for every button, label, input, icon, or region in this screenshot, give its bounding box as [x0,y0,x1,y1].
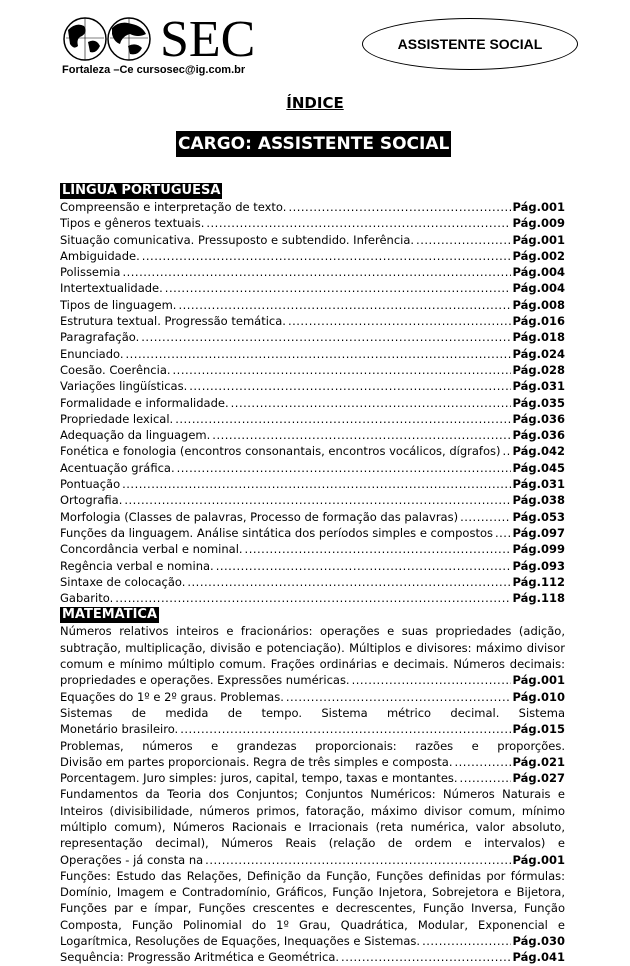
entry-page: Pág.028 [512,362,565,377]
index-entry[interactable] [60,754,565,770]
entry-page: Pág.030 [512,934,565,949]
entry-page: Pág.093 [512,558,565,573]
entry-title: Gabarito. [60,591,114,606]
dot-leader [175,411,510,427]
entry-page: Pág.027 [512,771,565,786]
dot-leader [460,770,511,786]
entry-title: Enunciado. [60,346,124,361]
index-entry[interactable] [60,574,565,590]
entry-line: Domínio, Imagem e Contradomínio, Gráficos, Função Injetora, Sobrejetora e Bijetora, [60,885,565,900]
entry-page: Pág.001 [512,673,565,688]
dot-leader [142,248,511,264]
matematica-list [60,623,565,965]
index-entry[interactable] [60,346,565,362]
index-entry[interactable] [60,280,565,296]
index-entry[interactable] [60,672,565,688]
entry-title: Paragrafação. [60,330,140,345]
section-title-matematica: MATEMÁTICA [62,607,158,623]
index-entry[interactable] [60,721,565,737]
entry-title: Monetário brasileiro. [60,722,179,737]
dot-leader [180,721,510,737]
dot-leader [189,378,510,394]
index-entry[interactable] [60,541,565,557]
entry-title: Coesão. Coerência. [60,362,171,377]
entry-title: Compreensão e interpretação de texto. [60,200,287,214]
entry-page: Pág.038 [512,493,565,508]
entry-title: Tipos de linguagem. [60,297,177,312]
dot-leader [288,199,510,215]
entry-title: Porcentagem. Juro simples: juros, capital, tempo, taxas e montantes. [60,771,458,786]
globe-logo-icon [62,16,154,62]
section-portugues [60,182,565,606]
dot-leader [206,215,510,231]
index-entry[interactable] [60,427,565,443]
index-entry[interactable] [60,362,565,378]
entry-page: Pág.008 [512,297,565,312]
dot-leader [422,933,510,949]
entry-title: Tipos e gêneros textuais. [60,216,205,231]
index-entry[interactable] [60,590,565,606]
index-entry[interactable] [60,264,565,280]
entry-title: propriedades e operações. Expressões numéricas. [60,673,350,688]
entry-title: Divisão em partes proporcionais. Regra de três simples e composta. [60,754,453,769]
entry-line: representação decimal), Números Reais (relação de ordem e intervalos) e [60,836,565,851]
entry-page: Pág.031 [512,477,565,492]
index-entry[interactable] [60,933,565,949]
dot-leader [416,232,510,248]
dot-leader [495,525,511,541]
index-entry[interactable] [60,248,565,264]
entry-page: Pág.042 [512,444,565,459]
entry-page: Pág.015 [512,722,565,737]
dot-leader [352,672,511,688]
entry-title: Regência verbal e nomina. [60,558,214,573]
index-entry[interactable] [60,395,565,411]
entry-page: Pág.045 [512,460,565,475]
entry-title: Sequência: Progressão Aritmética e Geométrica. [60,950,340,965]
entry-page: Pág.002 [512,248,565,263]
entry-title: Operações - já consta na [60,852,204,867]
index-entry[interactable] [60,770,565,786]
entry-line: Composta, Função Polinomial do 1º Grau, Quadrática, Modular, Exponencial e [60,917,565,932]
entry-line: Funções par e ímpar, Funções crescentes e decrescentes, Função Inversa, Função [60,901,565,916]
entry-line: Problemas, números e grandezas proporcionais: razões e proporções. [60,738,565,753]
entry-title: Ambiguidade. [60,248,140,263]
dot-leader [122,264,510,280]
dot-leader [245,541,511,557]
index-entry[interactable] [60,689,565,705]
entry-title: Sintaxe de colocação. [60,574,186,589]
entry-page: Pág.001 [512,852,565,867]
entry-title: Variações lingüísticas. [60,379,188,394]
dot-leader [124,492,510,508]
section-title-portugues: LÍNGUA PORTUGUESA [62,183,221,198]
dot-leader [216,558,511,574]
entry-page: Pág.053 [512,509,565,524]
entry-page: Pág.118 [512,591,565,606]
entry-page: Pág.097 [512,525,565,540]
entry-title: Propriedade lexical. [60,411,174,426]
entry-line: Números relativos inteiros e fracionários: operações e suas propriedades (adição, [60,624,565,639]
index-entry[interactable] [60,411,565,427]
entry-page: Pág.004 [512,281,565,296]
header [0,0,630,80]
entry-page: Pág.018 [512,330,565,345]
index-entry[interactable] [60,460,565,476]
index-entry[interactable] [60,509,565,525]
index-entry[interactable] [60,492,565,508]
entry-page: Pág.016 [512,314,565,329]
entry-title: Logarítmica, Resoluções de Equações, Inequações e Sistemas. [60,934,421,949]
entry-title: Morfologia (Classes de palavras, Processo de formação das palavras) [60,509,459,524]
index-entry[interactable] [60,215,565,231]
entry-title: Equações do 1º e 2º graus. Problemas. [60,689,284,704]
index-entry[interactable] [60,476,565,492]
cargo-title: CARGO: ASSISTENTE SOCIAL [176,131,451,157]
index-entry[interactable] [60,199,565,215]
index-entry[interactable] [60,313,565,329]
entry-title: Adequação da linguagem. [60,428,211,443]
dot-leader [288,313,511,329]
entry-page: Pág.024 [512,346,565,361]
index-entry[interactable] [60,949,565,965]
dot-leader [165,280,511,296]
portugues-list [60,199,565,606]
entry-page: Pág.112 [512,574,565,589]
dot-leader [187,574,510,590]
entry-page: Pág.031 [512,379,565,394]
entry-line: subtração, multiplicação, divisão e potenciação). Múltiplos e divisores: máximo divisor [60,640,565,655]
section-matematica [60,606,565,965]
index-entry[interactable] [60,525,565,541]
index-entry[interactable] [60,443,565,459]
entry-title: Concordância verbal e nominal. [60,542,243,557]
entry-page: Pág.001 [512,232,565,247]
dot-leader [212,427,510,443]
entry-title: Polissemia [60,265,121,280]
dot-leader [177,460,511,476]
page-title: ÍNDICE [286,94,344,112]
index-entry[interactable] [60,297,565,313]
index-entry[interactable] [60,378,565,394]
dot-leader [460,509,510,525]
dot-leader [122,476,510,492]
dot-leader [286,689,511,705]
index-entry[interactable] [60,558,565,574]
entry-page: Pág.041 [512,950,565,965]
entry-page: Pág.009 [512,216,565,231]
index-entry[interactable] [60,232,565,248]
entry-line: comum e mínimo múltiplo comum. Frações ordinárias e decimais. Números decimais: [60,657,565,672]
entry-title: Pontuação [60,477,121,492]
entry-page: Pág.004 [512,265,565,280]
logo-subtitle: Fortaleza –Ce cursosec@ig.com.br [62,64,246,76]
entry-line: múltiplo comum), Números Racionais e Irracionais (reta numérica, valor absoluto, [60,819,565,834]
logo-text: SEC [160,11,256,68]
dot-leader [503,443,511,459]
entry-title: Fonética e fonologia (encontros consonantais, encontros vocálicos, dígrafos) [60,444,501,459]
entry-line: Funções: Estudo das Relações, Definição da Função, Funções definidas por fórmulas: [60,868,565,883]
entry-line: Inteiros (divisibilidade, números primos, fatoração, máximo divisor comum, mínimo [60,803,565,818]
dot-leader [231,395,511,411]
entry-page: Pág.036 [512,411,565,426]
entry-title: Acentuação gráfica. [60,460,175,475]
entry-title: Estrutura textual. Progressão temática. [60,314,286,329]
cargo-badge: ASSISTENTE SOCIAL [362,18,578,70]
entry-title: Funções da linguagem. Análise sintática dos períodos simples e compostos [60,525,493,540]
entry-page: Pág.099 [512,542,565,557]
dot-leader [141,329,510,345]
dot-leader [126,346,511,362]
entry-title: Situação comunicativa. Pressuposto e subtendido. Inferência. [60,232,415,247]
entry-page: Pág.010 [512,689,565,704]
entry-title: Intertextualidade. [60,281,163,296]
entry-page: Pág.035 [512,395,565,410]
dot-leader [205,852,510,868]
dot-leader [178,297,510,313]
entry-line: Fundamentos da Teoria dos Conjuntos; Conjuntos Numéricos: Números Naturais e [60,787,565,802]
dot-leader [115,590,510,606]
index-content [60,182,565,966]
entry-page: Pág.036 [512,428,565,443]
entry-line: Sistemas de medida de tempo. Sistema métrico decimal. Sistema [60,705,565,720]
entry-title: Formalidade e informalidade. [60,395,229,410]
entry-page: Pág.021 [512,754,565,769]
dot-leader [173,362,511,378]
dot-leader [454,754,510,770]
entry-title: Ortografia. [60,493,123,508]
index-entry[interactable] [60,852,565,868]
dot-leader [341,949,510,965]
entry-page: Pág.001 [512,200,565,214]
index-entry[interactable] [60,329,565,345]
